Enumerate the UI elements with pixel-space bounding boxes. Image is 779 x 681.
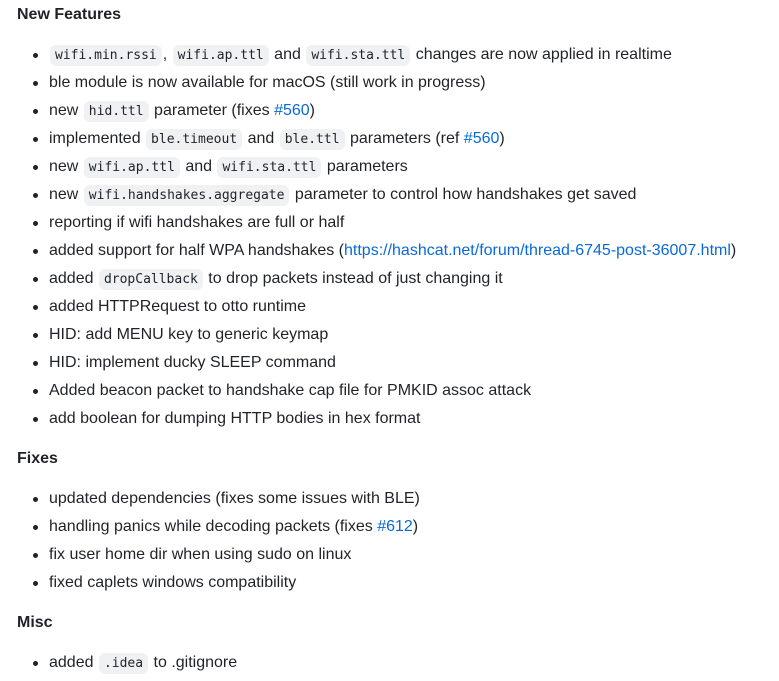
misc-list xyxy=(0,649,779,677)
item-text: parameters xyxy=(322,158,408,175)
item-text: new xyxy=(49,158,83,175)
list-item xyxy=(0,237,779,265)
item-text: added xyxy=(49,270,98,287)
item-text: added xyxy=(49,654,98,671)
item-text: HID: add MENU key to generic keymap xyxy=(49,326,329,343)
list-item xyxy=(0,541,779,569)
bullet-icon xyxy=(33,305,38,310)
list-item xyxy=(0,649,779,677)
item-text: updated dependencies (fixes some issues with BLE) xyxy=(49,490,420,507)
section-heading-fixes: Fixes xyxy=(17,450,58,467)
item-text: ble module is now available for macOS (still work in progress) xyxy=(49,74,486,91)
inline-code: .idea xyxy=(99,653,148,674)
bullet-icon xyxy=(33,361,38,366)
section-heading-misc: Misc xyxy=(17,614,53,631)
inline-code: wifi.sta.ttl xyxy=(217,157,321,178)
bullet-icon xyxy=(33,525,38,530)
inline-code: wifi.min.rssi xyxy=(50,45,162,66)
list-item xyxy=(0,153,779,181)
bullet-icon xyxy=(33,417,38,422)
list-item xyxy=(0,265,779,293)
item-text: ) xyxy=(730,242,737,259)
bullet-icon xyxy=(33,109,38,114)
bullet-icon xyxy=(33,221,38,226)
section-heading-new-features: New Features xyxy=(17,6,122,23)
list-item xyxy=(0,293,779,321)
item-text: ) xyxy=(499,130,505,147)
item-text: changes are now applied in realtime xyxy=(411,46,672,63)
item-text: ) xyxy=(309,102,315,119)
list-item xyxy=(0,209,779,237)
bullet-icon xyxy=(33,53,38,58)
list-item xyxy=(0,321,779,349)
bullet-icon xyxy=(33,389,38,394)
item-text: and xyxy=(180,158,217,175)
list-item xyxy=(0,405,779,433)
bullet-icon xyxy=(33,497,38,502)
inline-code: dropCallback xyxy=(99,269,203,290)
list-item xyxy=(0,69,779,97)
list-item xyxy=(0,569,779,597)
item-text: reporting if wifi handshakes are full or half xyxy=(49,214,345,231)
bullet-icon xyxy=(33,81,38,86)
item-text: handling panics while decoding packets (fixes xyxy=(49,518,378,535)
item-text: add boolean for dumping HTTP bodies in hex format xyxy=(49,410,421,427)
inline-code: ble.ttl xyxy=(280,129,345,150)
list-item xyxy=(0,485,779,513)
bullet-icon xyxy=(33,193,38,198)
inline-code: hid.ttl xyxy=(84,101,149,122)
fixes-list xyxy=(0,485,779,597)
item-text: HID: implement ducky SLEEP command xyxy=(49,354,336,371)
item-text: ) xyxy=(412,518,419,535)
list-item xyxy=(0,97,779,125)
item-text: and xyxy=(243,130,279,147)
bullet-icon xyxy=(33,137,38,142)
item-text: , xyxy=(162,46,172,63)
inline-code: wifi.handshakes.aggregate xyxy=(84,185,290,206)
bullet-icon xyxy=(33,553,38,558)
list-item xyxy=(0,41,779,69)
bullet-icon xyxy=(33,661,38,666)
list-item xyxy=(0,377,779,405)
item-text: to drop packets instead of just changing it xyxy=(203,270,503,287)
list-item xyxy=(0,513,779,541)
bullet-icon xyxy=(33,581,38,586)
item-text: implemented xyxy=(49,130,146,147)
list-item xyxy=(0,349,779,377)
bullet-icon xyxy=(33,277,38,282)
new-features-list xyxy=(0,41,779,433)
item-text: Added beacon packet to handshake cap file for PMKID assoc attack xyxy=(49,382,532,399)
item-text: parameters (ref xyxy=(345,130,464,147)
item-text: parameter (fixes xyxy=(149,102,275,119)
item-text: fix user home dir when using sudo on linux xyxy=(49,546,352,563)
bullet-icon xyxy=(33,165,38,170)
bullet-icon xyxy=(33,333,38,338)
item-text: added support for half WPA handshakes ( xyxy=(49,242,344,259)
item-text: new xyxy=(49,186,83,203)
reference-link[interactable]: #560 xyxy=(463,130,500,147)
item-text: and xyxy=(269,46,306,63)
list-item xyxy=(0,181,779,209)
item-text: added HTTPRequest to otto runtime xyxy=(49,298,307,315)
reference-link[interactable]: #560 xyxy=(274,102,310,119)
reference-link[interactable]: #612 xyxy=(377,518,413,535)
item-text: parameter to control how handshakes get saved xyxy=(290,186,637,203)
inline-code: wifi.sta.ttl xyxy=(306,45,410,66)
list-item xyxy=(0,125,779,153)
inline-code: wifi.ap.ttl xyxy=(84,157,180,178)
bullet-icon xyxy=(33,249,38,254)
inline-code: wifi.ap.ttl xyxy=(173,45,269,66)
reference-link[interactable]: https://hashcat.net/forum/thread-6745-post-36007.html xyxy=(344,242,731,259)
item-text: fixed caplets windows compatibility xyxy=(49,574,297,591)
item-text: new xyxy=(49,102,83,119)
inline-code: ble.timeout xyxy=(146,129,242,150)
item-text: to .gitignore xyxy=(149,654,238,671)
